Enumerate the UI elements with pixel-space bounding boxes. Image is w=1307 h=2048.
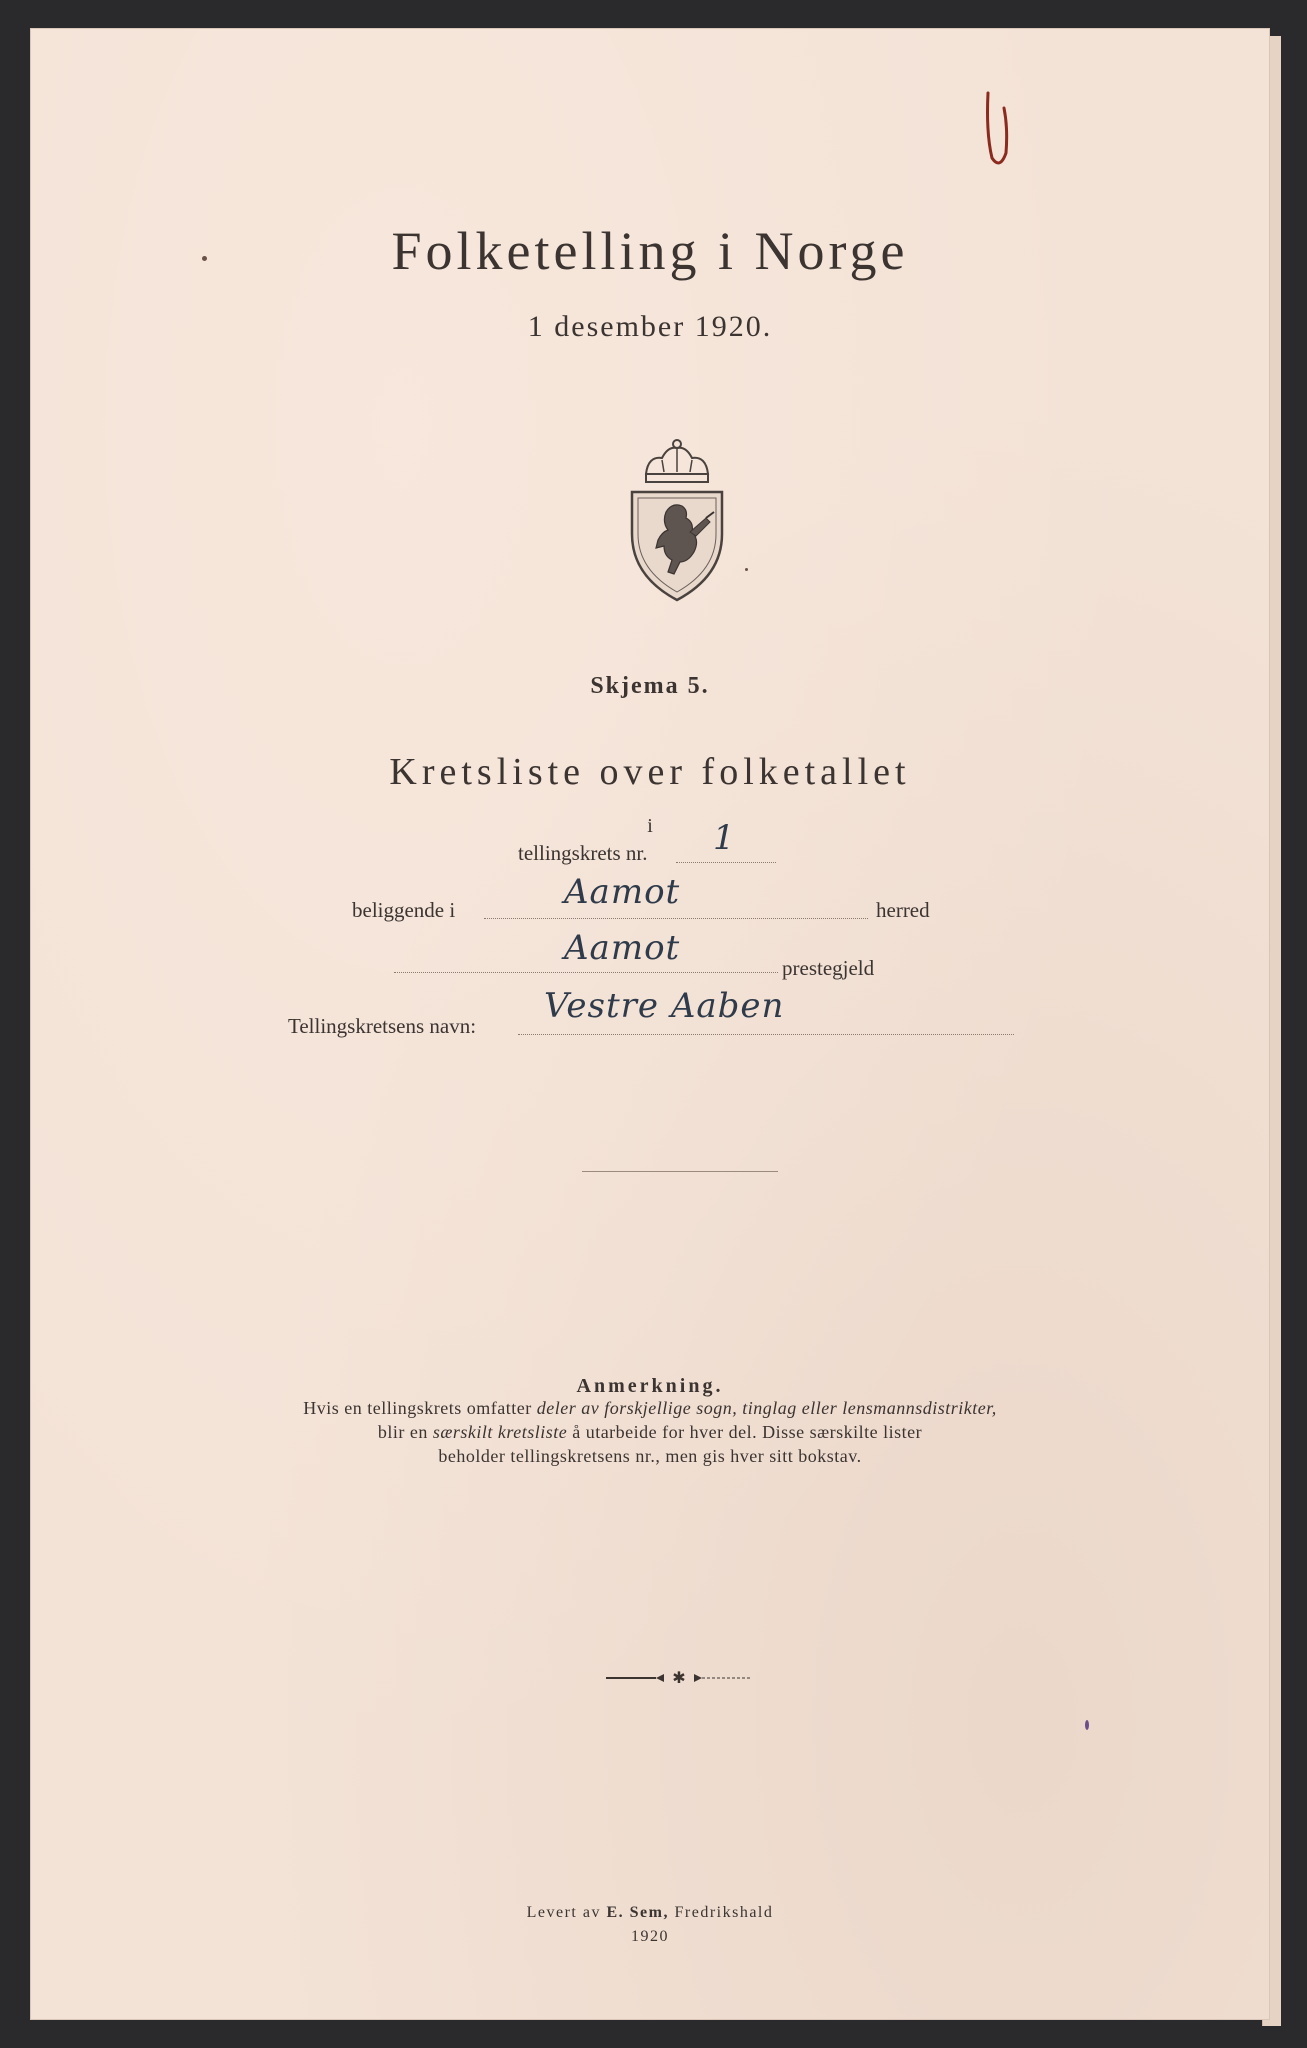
printer-prefix: Levert av — [526, 1904, 607, 1921]
form-title: Folketelling i Norge — [391, 221, 909, 281]
norwegian-coat-of-arms-icon — [628, 436, 726, 602]
prestegjeld-label: prestegjeld — [782, 956, 875, 980]
beliggende-label: beliggende i — [352, 898, 456, 922]
census-form-sheet — [30, 28, 1270, 2020]
tellingskrets-line — [676, 862, 776, 863]
note-line-2-text-c: å utarbeide for hver del. Disse særskilte lister — [567, 1422, 923, 1442]
note-line-1-text: Hvis en tellingskrets omfatter — [303, 1398, 537, 1418]
note-line-2-text-a: blir en — [377, 1422, 433, 1442]
note-line-1 — [30, 1398, 1270, 1419]
beliggende-value[interactable]: Aamot — [564, 872, 681, 912]
printer-place: Fredrikshald — [668, 1904, 774, 1921]
tellingskrets-value[interactable]: 1 — [713, 818, 736, 858]
note-line-2-emphasis: særskilt kretsliste — [432, 1422, 568, 1442]
printer-name: E. Sem, — [606, 1904, 669, 1921]
note-line-3: beholder tellingskretsens nr., men gis hver sitt bokstav. — [438, 1446, 862, 1466]
schema-number: Skjema 5. — [590, 673, 710, 699]
navn-line — [518, 1034, 1014, 1035]
beliggende-line — [484, 918, 868, 919]
form-heading: Kretsliste over folketallet — [389, 751, 911, 793]
svg-text:✱: ✱ — [672, 1668, 686, 1687]
tellingskrets-label: tellingskrets nr. — [518, 841, 648, 865]
red-pencil-mark-icon — [978, 78, 1018, 178]
paper-speck — [1085, 1720, 1089, 1730]
note-line-2 — [30, 1422, 1270, 1443]
heading-connector: i — [647, 815, 653, 837]
printer-credit — [30, 1904, 1270, 1922]
prestegjeld-line — [394, 972, 778, 973]
note-line-1-emphasis: deler av forskjellige sogn, tinglag eller lensmannsdistrikter, — [536, 1398, 997, 1418]
census-date: 1 desember 1920. — [527, 310, 773, 343]
prestegjeld-value[interactable]: Aamot — [564, 928, 681, 968]
navn-value[interactable]: Vestre Aaben — [544, 986, 785, 1026]
note-heading: Anmerkning. — [576, 1375, 724, 1397]
section-divider — [582, 1171, 778, 1172]
printer-year: 1920 — [631, 1928, 669, 1945]
herred-label: herred — [876, 898, 930, 922]
navn-label: Tellingskretsens navn: — [288, 1014, 477, 1038]
paper-speck — [745, 568, 748, 571]
ornament-divider-icon — [604, 1668, 754, 1688]
